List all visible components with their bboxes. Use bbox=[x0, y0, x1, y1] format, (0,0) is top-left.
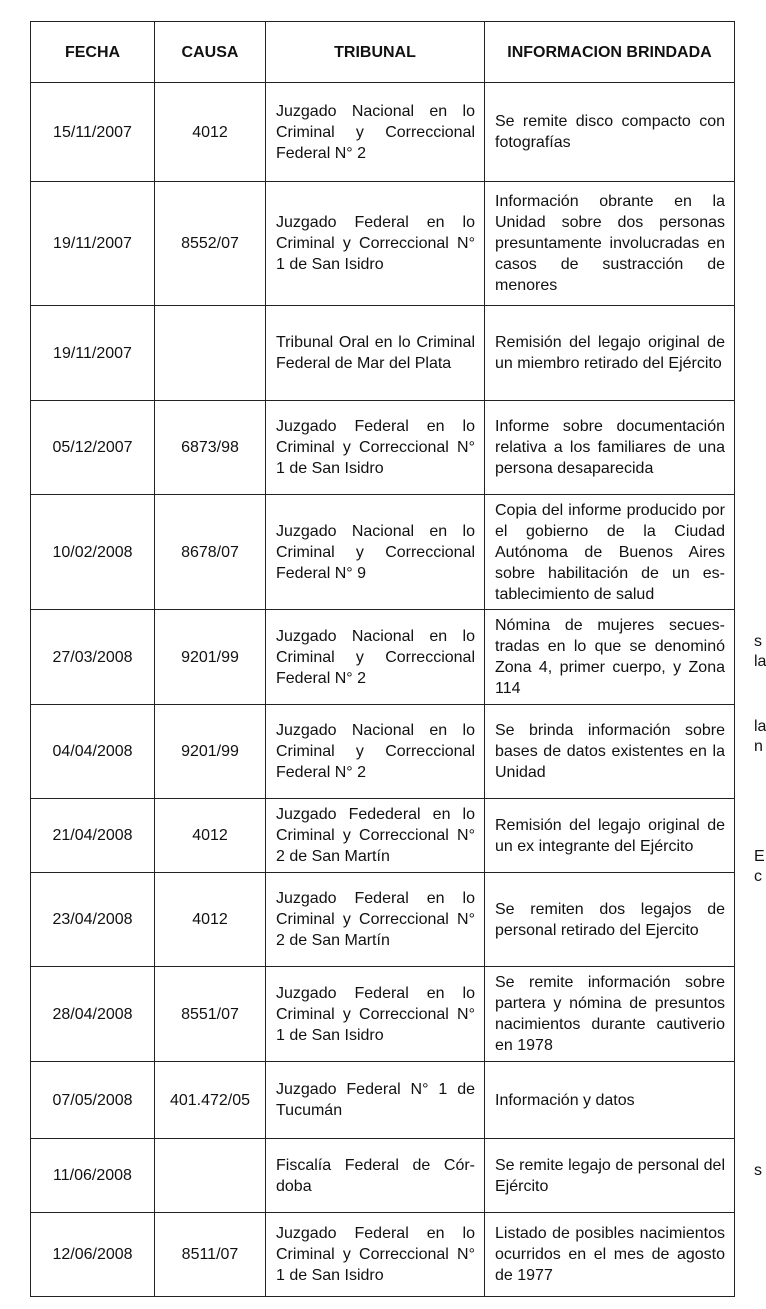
cell-info: Se remite legajo de personal del Ejército bbox=[485, 1139, 735, 1213]
cell-info: Nómina de mujeres secuestradas en lo que se denominó Zona 4, primer cuerpo, y Zona 114 bbox=[485, 610, 735, 705]
table-row bbox=[31, 705, 735, 799]
cell-tribunal: Juzgado Nacional en lo Criminal y Correccional Federal N° 2 bbox=[266, 610, 485, 705]
table-row bbox=[31, 401, 735, 495]
table-row bbox=[31, 1213, 735, 1297]
cell-fecha: 19/11/2007 bbox=[31, 306, 155, 401]
table-row bbox=[31, 967, 735, 1062]
cell-fecha: 15/11/2007 bbox=[31, 83, 155, 182]
cell-fecha: 21/04/2008 bbox=[31, 799, 155, 873]
cell-info: Información obrante en la Unidad sobre dos personas presuntamente involucradas en casos de sustracción de menores bbox=[485, 182, 735, 306]
cell-fecha: 05/12/2007 bbox=[31, 401, 155, 495]
cell-fecha: 04/04/2008 bbox=[31, 705, 155, 799]
cell-info: Listado de posibles nacimientos ocurridos en el mes de agosto de 1977 bbox=[485, 1213, 735, 1297]
cell-info: Copia del informe producido por el gobierno de la Ciudad Autónoma de Buenos Aires sobre habilitación de un establecimiento de salud bbox=[485, 495, 735, 610]
cell-info: Información y datos bbox=[485, 1062, 735, 1139]
cell-fecha: 28/04/2008 bbox=[31, 967, 155, 1062]
cell-info: Remisión del legajo original de un miembro retirado del Ejército bbox=[485, 306, 735, 401]
cell-info: Se remite información sobre partera y nómina de presuntos nacimientos durante cautiverio en 1978 bbox=[485, 967, 735, 1062]
table-row bbox=[31, 83, 735, 182]
cell-causa: 6873/98 bbox=[155, 401, 266, 495]
cell-info: Informe sobre documentación relativa a los familiares de una persona desaparecida bbox=[485, 401, 735, 495]
cell-info: Remisión del legajo original de un ex integrante del Ejército bbox=[485, 799, 735, 873]
cell-fecha: 10/02/2008 bbox=[31, 495, 155, 610]
edge-text-fragment: la bbox=[754, 653, 766, 670]
cell-fecha: 11/06/2008 bbox=[31, 1139, 155, 1213]
cell-tribunal: Juzgado Nacional en lo Criminal y Correccional Federal N° 9 bbox=[266, 495, 485, 610]
cell-causa bbox=[155, 1139, 266, 1213]
cell-causa: 4012 bbox=[155, 799, 266, 873]
cell-causa: 4012 bbox=[155, 83, 266, 182]
cell-causa bbox=[155, 306, 266, 401]
header-causa: CAUSA bbox=[155, 22, 266, 83]
cell-tribunal: Juzgado Nacional en lo Criminal y Correccional Federal N° 2 bbox=[266, 705, 485, 799]
cell-tribunal: Juzgado Fedederal en lo Criminal y Correccional N° 2 de San Martín bbox=[266, 799, 485, 873]
table-row bbox=[31, 182, 735, 306]
header-tribunal: TRIBUNAL bbox=[266, 22, 485, 83]
edge-text-fragment: E bbox=[754, 848, 765, 865]
cell-tribunal: Juzgado Federal N° 1 de Tucumán bbox=[266, 1062, 485, 1139]
cell-tribunal: Juzgado Federal en lo Criminal y Correccional N° 2 de San Martín bbox=[266, 873, 485, 967]
table-row bbox=[31, 873, 735, 967]
table-row bbox=[31, 1139, 735, 1213]
edge-text-fragment: s bbox=[754, 633, 762, 650]
cell-fecha: 12/06/2008 bbox=[31, 1213, 155, 1297]
cell-tribunal: Fiscalía Federal de Córdoba bbox=[266, 1139, 485, 1213]
cell-fecha: 07/05/2008 bbox=[31, 1062, 155, 1139]
cell-info: Se remite disco compacto con fotografías bbox=[485, 83, 735, 182]
cell-fecha: 19/11/2007 bbox=[31, 182, 155, 306]
records-table bbox=[30, 21, 735, 1297]
edge-text-fragment: la bbox=[754, 718, 766, 735]
cell-causa: 9201/99 bbox=[155, 705, 266, 799]
edge-text-fragment: s bbox=[754, 1162, 762, 1179]
header-fecha: FECHA bbox=[31, 22, 155, 83]
cell-causa: 9201/99 bbox=[155, 610, 266, 705]
header-informacion: INFORMACION BRINDADA bbox=[485, 22, 735, 83]
cell-tribunal: Juzgado Nacional en lo Criminal y Correccional Federal N° 2 bbox=[266, 83, 485, 182]
cell-tribunal: Juzgado Federal en lo Criminal y Correccional N° 1 de San Isidro bbox=[266, 182, 485, 306]
cell-causa: 8552/07 bbox=[155, 182, 266, 306]
cell-causa: 8511/07 bbox=[155, 1213, 266, 1297]
cell-tribunal: Juzgado Federal en lo Criminal y Correccional N° 1 de San Isidro bbox=[266, 1213, 485, 1297]
cell-causa: 401.472/05 bbox=[155, 1062, 266, 1139]
cell-tribunal: Juzgado Federal en lo Criminal y Correccional N° 1 de San Isidro bbox=[266, 401, 485, 495]
cell-causa: 8551/07 bbox=[155, 967, 266, 1062]
cell-tribunal: Tribunal Oral en lo Criminal Federal de Mar del Plata bbox=[266, 306, 485, 401]
table-row bbox=[31, 610, 735, 705]
cell-info: Se remiten dos legajos de personal retirado del Ejercito bbox=[485, 873, 735, 967]
cell-fecha: 23/04/2008 bbox=[31, 873, 155, 967]
table-row bbox=[31, 1062, 735, 1139]
edge-text-fragment: c bbox=[754, 868, 762, 885]
cell-causa: 4012 bbox=[155, 873, 266, 967]
table-row bbox=[31, 799, 735, 873]
table-row bbox=[31, 495, 735, 610]
edge-text-fragment: n bbox=[754, 738, 763, 755]
cell-info: Se brinda información sobre bases de datos existentes en la Unidad bbox=[485, 705, 735, 799]
cell-causa: 8678/07 bbox=[155, 495, 266, 610]
cell-tribunal: Juzgado Federal en lo Criminal y Correccional N° 1 de San Isidro bbox=[266, 967, 485, 1062]
table-row bbox=[31, 306, 735, 401]
cell-fecha: 27/03/2008 bbox=[31, 610, 155, 705]
header-row bbox=[31, 22, 735, 83]
